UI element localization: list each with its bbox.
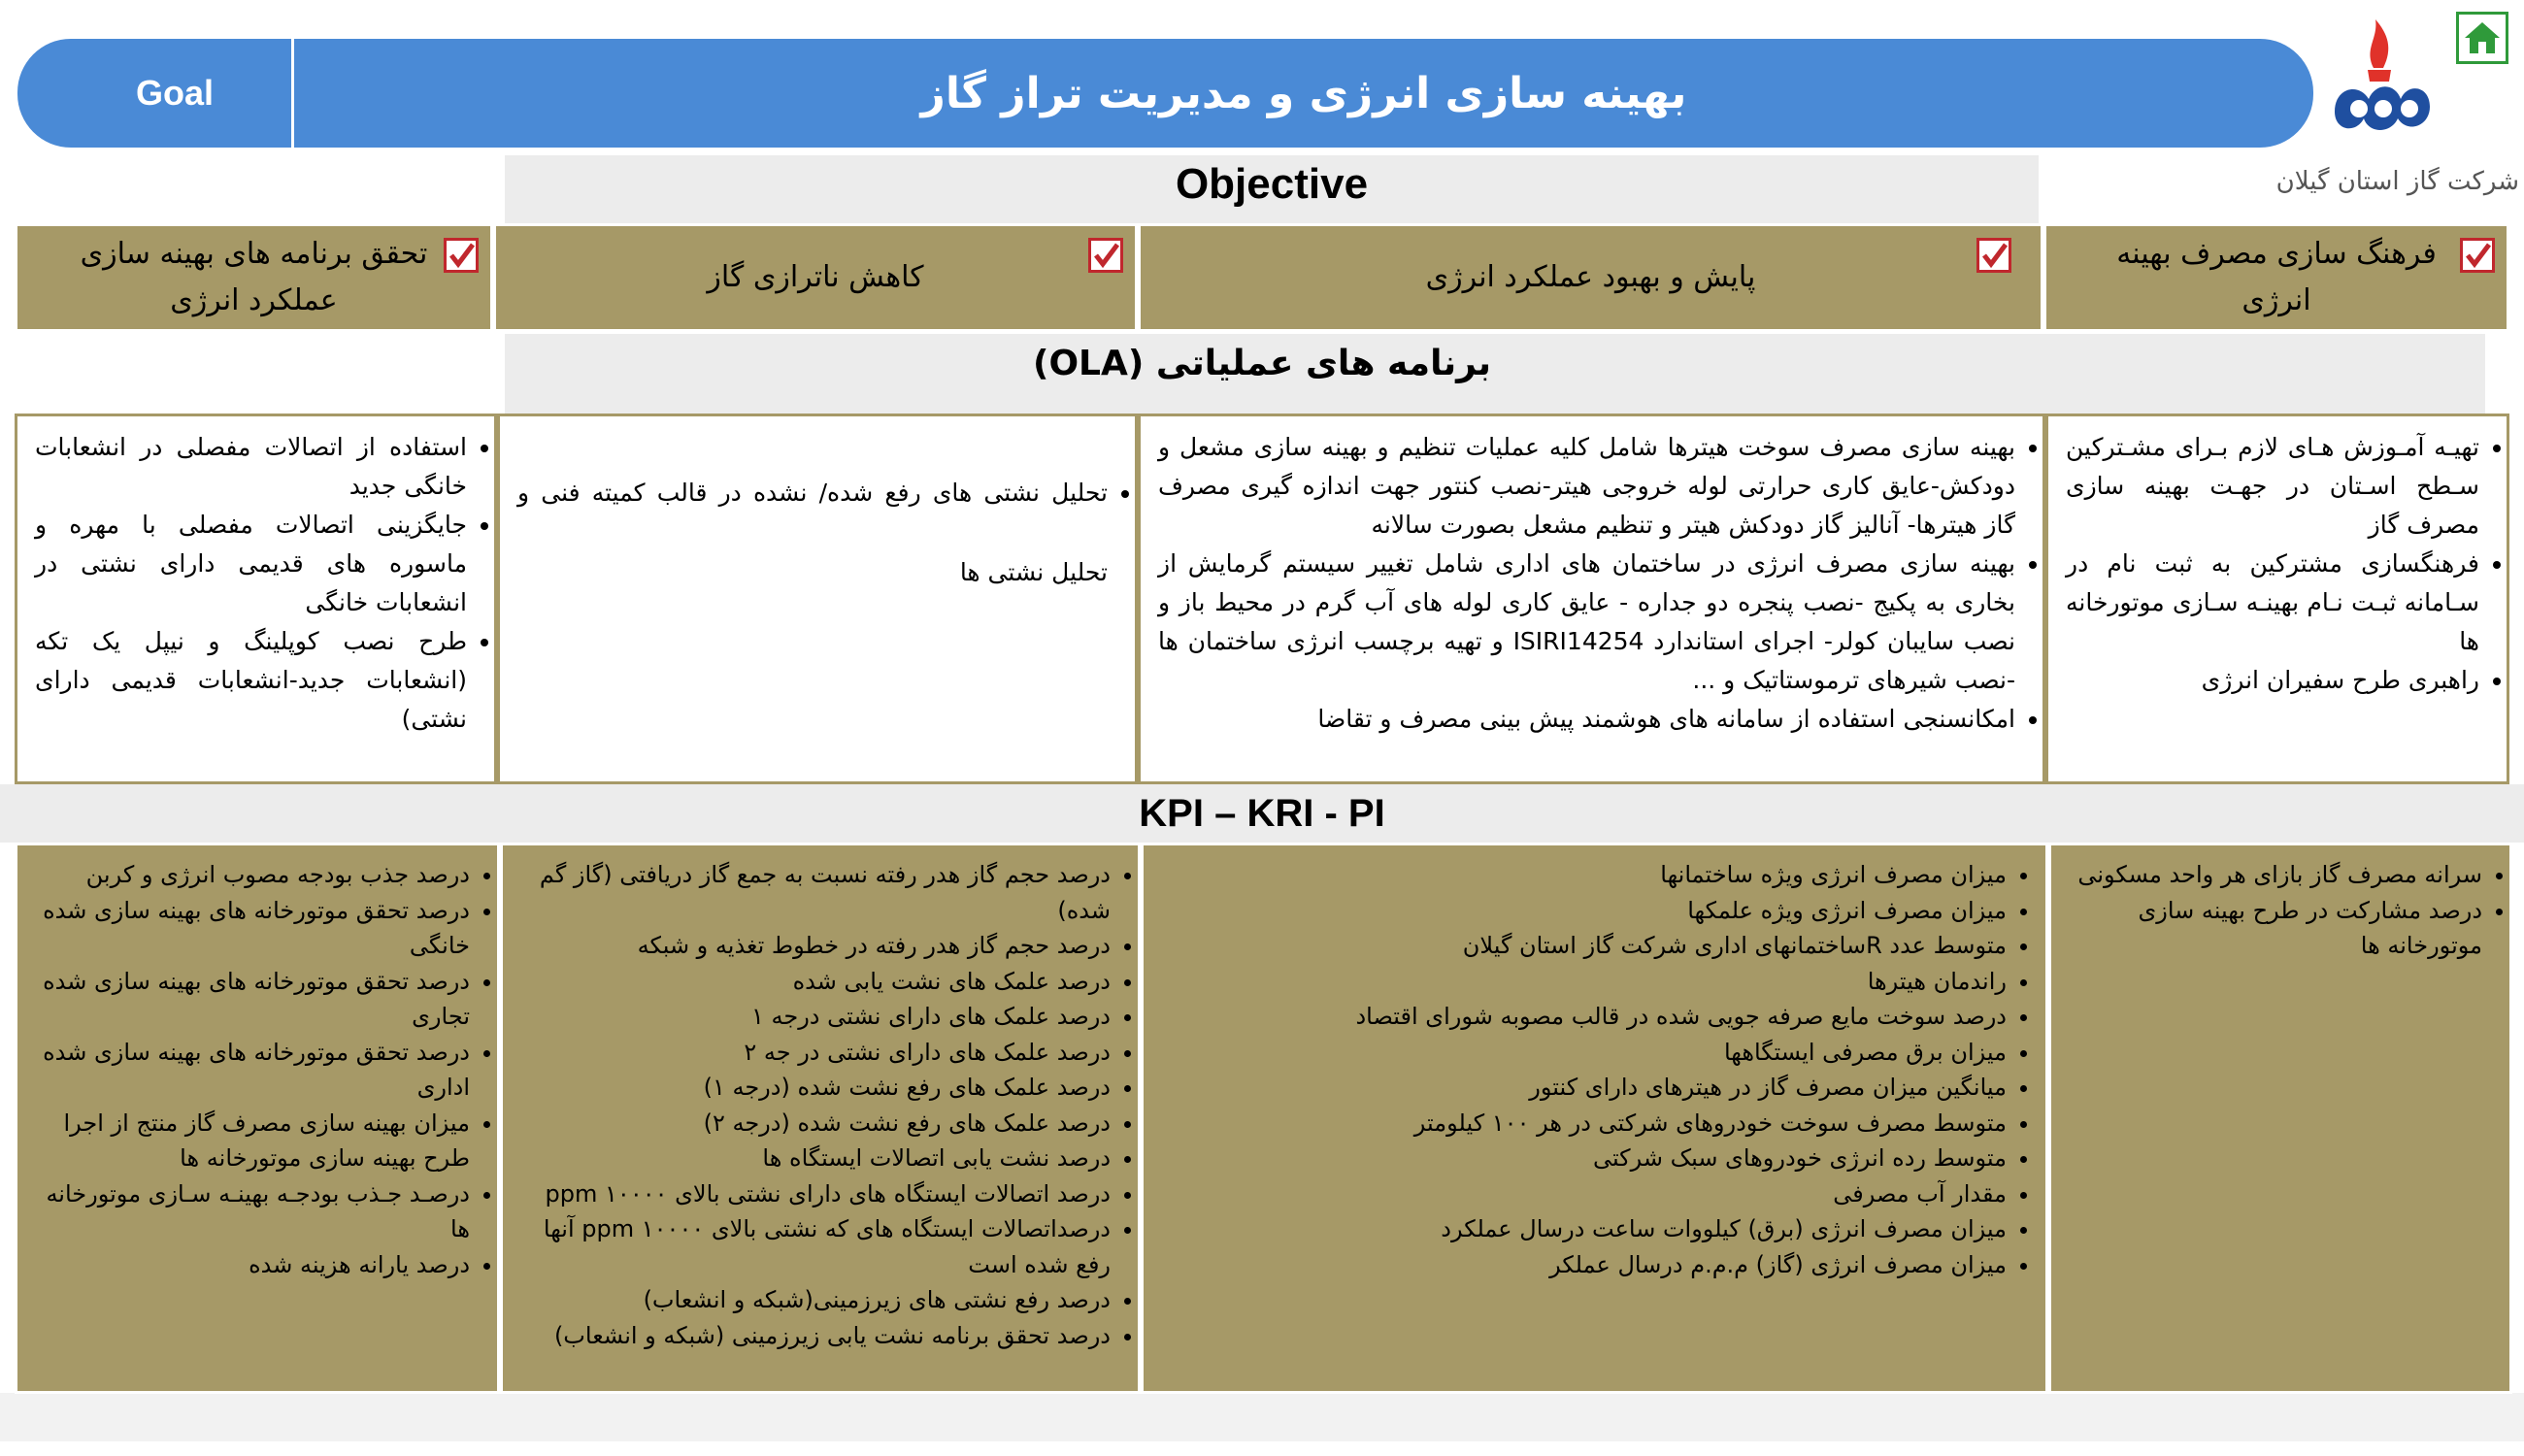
list-item: • بهینه سازی مصرف سوخت هیترها شامل کلیه عملیات تنظیم و بهینه سازی مشعل و دودکش-عایق کاری حرارتی لوله خروجی هیتر-نصب کنتور جهت اندازه گیری مصرف گاز هیترها- آنالیز گاز دودکش هیتر و تنظیم مشعل بصورت سالانه bbox=[1158, 428, 2015, 545]
checkbox-checked-icon bbox=[2460, 238, 2495, 273]
list-item: • درصد نشت یابی اتصالات ایستگاه ها bbox=[516, 1141, 1111, 1176]
home-button[interactable] bbox=[2456, 12, 2508, 64]
kpi-cell bbox=[1141, 843, 2048, 1394]
list-item: • امکانسنجی استفاده از سامانه های هوشمند پیش بینی مصرف و تقاضا bbox=[1158, 700, 2015, 739]
list-item: • درصد علمک های نشت یابی شده bbox=[516, 964, 1111, 1000]
kpi-list bbox=[1144, 857, 2045, 1282]
checkbox-checked-icon bbox=[1976, 238, 2011, 273]
list-item: • درصد اتصالات ایستگاه های دارای نشتی بالای ۱۰۰۰۰ ppm bbox=[516, 1176, 1111, 1212]
list-item: • میزان مصرف انرژی (گاز) م.م.م درسال عملکر bbox=[1157, 1247, 2007, 1283]
kpi-cell bbox=[500, 843, 1141, 1394]
objective-text: تحقق برنامه های بهینه سازی عملکرد انرژی bbox=[80, 237, 428, 317]
list-item: • میزان مصرف انرژی ویژه ساختمانها bbox=[1157, 857, 2007, 893]
list-item: • درصداتصالات ایستگاه های که نشتی بالای ۱۰۰۰۰ ppm آنها رفع شده است bbox=[516, 1211, 1111, 1282]
kpi-title: KPI – KRI - PI bbox=[1139, 791, 1385, 835]
list-item: • درصد حجم گاز هدر رفته در خطوط تغذیه و شبکه bbox=[516, 928, 1111, 964]
list-item: • راندمان هیترها bbox=[1157, 964, 2007, 1000]
list-item: • درصد تحقق موتورخانه های بهینه سازی شده خانگی bbox=[31, 893, 470, 964]
list-item: • درصد علمک های رفع نشت شده (درجه ۲) bbox=[516, 1106, 1111, 1142]
list-item: • متوسط عدد Rساختمانهای اداری شرکت گاز استان گیلان bbox=[1157, 928, 2007, 964]
list-item: • درصد تحقق موتورخانه های بهینه سازی شده تجاری bbox=[31, 964, 470, 1035]
ola-title: برنامه های عملیاتی (OLA) bbox=[1032, 343, 1492, 383]
objective-cell bbox=[2043, 223, 2509, 332]
list-item: • درصد سوخت مایع صرفه جویی شده در قالب مصوبه شورای اقتصاد bbox=[1157, 999, 2007, 1035]
checkbox-checked-icon bbox=[444, 238, 479, 273]
kpi-cell bbox=[15, 843, 500, 1394]
list-item: • بهینه سازی مصرف انرژی در ساختمان های اداری شامل تغییر سیستم گرمایش از بخاری به پکیج -نصب پنجره دو جداره - عایق کاری لوله های آب گرم در محیط باز و نصب سایبان کولر- اجرای استاندارد ISIRI14254 و تهیه برچسب انرژی ساختمان ها -نصب شیرهای ترموستاتیک و ... bbox=[1158, 545, 2015, 700]
home-icon bbox=[2459, 15, 2506, 61]
list-item: • درصد علمک های رفع نشت شده (درجه ۱) bbox=[516, 1070, 1111, 1106]
ola-list bbox=[500, 453, 1135, 612]
list-item: • درصد تحقق موتورخانه های بهینه سازی شده اداری bbox=[31, 1035, 470, 1106]
list-item: • استفاده از اتصالات مفصلی در انشعابات خانگی جدید bbox=[35, 428, 467, 506]
kpi-cell bbox=[2048, 843, 2512, 1394]
objective-text: فرهنگ سازی مصرف بهینه انرژی bbox=[2116, 237, 2437, 317]
list-item: • طرح نصب کوپلینگ و نیپل یک تکه (انشعابات جدید-انشعابات قدیمی دارای نشتی) bbox=[35, 622, 467, 739]
list-item: • میانگین میزان مصرف گاز در هیترهای دارای کنتور bbox=[1157, 1070, 2007, 1106]
ola-list bbox=[1141, 428, 2042, 739]
list-item: • درصد یارانه هزینه شده bbox=[31, 1247, 470, 1283]
list-item: • متوسط رده انرژی خودروهای سبک شرکتی bbox=[1157, 1141, 2007, 1176]
list-item: • جایگزینی اتصالات مفصلی با مهره و ماسوره های قدیمی دارای نشتی در انشعابات خانگی bbox=[35, 506, 467, 622]
list-item: • درصد رفع نشتی های زیرزمینی(شبکه و انشعاب) bbox=[516, 1282, 1111, 1318]
list-item: • مقدار آب مصرفی bbox=[1157, 1176, 2007, 1212]
list-item: • درصد جذب بودجه مصوب انرژی و کربن bbox=[31, 857, 470, 893]
ola-cell bbox=[2045, 414, 2509, 784]
checkbox-checked-icon bbox=[1088, 238, 1123, 273]
list-item: • راهبری طرح سفیران انرژی bbox=[2066, 661, 2479, 700]
list-item: • فرهنگسازی مشترکین به ثبت نام در سـامانه ثبـت نـام بهینـه سـازی موتورخانه ها bbox=[2066, 545, 2479, 661]
goal-label: Goal bbox=[135, 73, 214, 113]
objective-title: Objective bbox=[1175, 160, 1369, 208]
ola-list bbox=[2048, 428, 2507, 700]
kpi-list bbox=[17, 857, 497, 1282]
kpi-list bbox=[2051, 857, 2509, 964]
list-item: • متوسط مصرف سوخت خودروهای شرکتی در هر ۱۰۰ کیلومتر bbox=[1157, 1106, 2007, 1142]
goal-title: بهینه سازی انرژی و مدیریت تراز گاز bbox=[920, 68, 1687, 118]
objective-text: کاهش ناترازی گاز bbox=[707, 260, 924, 294]
ola-cell bbox=[1138, 414, 2045, 784]
list-item: • تهیـه آمـوزش هـای لازم بـرای مشـترکین سـطح اسـتان در جهـت بهینه سازی مصرف گاز bbox=[2066, 428, 2479, 545]
list-item: • میزان بهینه سازی مصرف گاز منتج از اجرا طرح بهینه سازی موتورخانه ها bbox=[31, 1106, 470, 1176]
list-item: • سرانه مصرف گاز بازای هر واحد مسکونی bbox=[2065, 857, 2482, 893]
objective-cell bbox=[15, 223, 493, 332]
list-item: • میزان مصرف انرژی ویژه علمکها bbox=[1157, 893, 2007, 929]
list-item: • درصد علمک های دارای نشتی در جه ۲ bbox=[516, 1035, 1111, 1071]
objective-cell bbox=[493, 223, 1138, 332]
footer-band bbox=[0, 1393, 2524, 1441]
list-item: • میزان برق مصرفی ایستگاهها bbox=[1157, 1035, 2007, 1071]
list-item: • میزان مصرف انرژی (برق) کیلووات ساعت درسال عملکرد bbox=[1157, 1211, 2007, 1247]
list-item: • درصـد جـذب بودجـه بهینـه سـازی موتورخانه ها bbox=[31, 1176, 470, 1247]
list-item: • تحلیل نشتی های رفع شده/ نشده در قالب کمیته فنی و تحلیل نشتی ها bbox=[517, 453, 1108, 612]
objective-cell bbox=[1138, 223, 2043, 332]
ola-cell bbox=[497, 414, 1138, 784]
list-item: • درصد تحقق برنامه نشت یابی زیرزمینی (شبکه و انشعاب) bbox=[516, 1318, 1111, 1354]
kpi-list bbox=[503, 857, 1138, 1353]
list-item: • درصد حجم گاز هدر رفته نسبت به جمع گاز دریافتی (گاز گم شده) bbox=[516, 857, 1111, 928]
company-name: شرکت گاز استان گیلان bbox=[2275, 167, 2519, 196]
list-item: • درصد علمک های دارای نشتی درجه ۱ bbox=[516, 999, 1111, 1035]
list-item: • درصد مشارکت در طرح بهینه سازی موتورخانه ها bbox=[2065, 893, 2482, 964]
ola-cell bbox=[15, 414, 497, 784]
ola-list bbox=[17, 428, 494, 739]
objective-text: پایش و بهبود عملکرد انرژی bbox=[1425, 260, 1756, 294]
